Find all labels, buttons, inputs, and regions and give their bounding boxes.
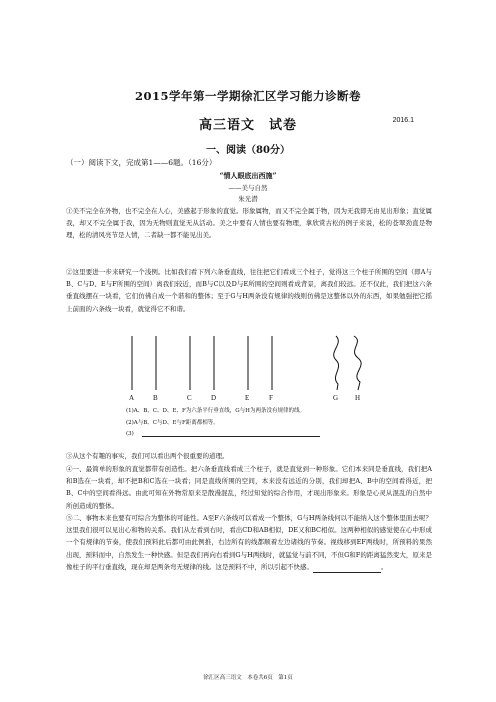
- paragraph-5: [66, 512, 432, 573]
- curve-h: [354, 336, 361, 390]
- figure-caption-3: [126, 430, 320, 437]
- paragraph-4: ④一、最简单的形象的直觉都带有创造性。把六条垂直线看成三个柱子，就是直觉到一种形象。它们本来同是垂直线，我们把A和B选在一块看，却不把B和C选在一块看；同是直线所围的空间，本来没有远近的分别，我们却把A、B中的空间看得近，把B、C中的空间看得远。由此可知在外物常原来是散漫混乱，经过知觉的综合作用，才现出形象来。形象是心灵从混乱的自然中所创造成的整体。: [66, 465, 432, 510]
- paragraph-3: ③从这个有趣的事实，我们可以看出两个很重要的道理。: [66, 452, 229, 460]
- essay-author: 朱光潜: [238, 195, 258, 203]
- vertical-lines-figure: [126, 334, 386, 404]
- label-g: G: [333, 394, 339, 402]
- exam-date: 2016.1: [392, 117, 414, 124]
- subsection-instruction: （一）阅读下文，完成第1——6题。（16分）: [66, 158, 217, 167]
- label-c: C: [187, 394, 192, 402]
- paragraph-5-end: 。: [381, 562, 388, 571]
- label-a: A: [129, 394, 135, 402]
- answer-blank: [313, 564, 381, 573]
- section-title: 一、阅读（80分）: [206, 145, 290, 156]
- label-d: D: [211, 394, 217, 402]
- essay-subtitle: ——美与自然: [228, 184, 268, 192]
- label-h: H: [355, 394, 361, 402]
- subtitle-row: [0, 114, 496, 133]
- curve-g: [334, 336, 339, 390]
- label-e: E: [245, 394, 250, 402]
- paragraph-5-text: ⑤二、事物本来也要有可综合为整体的可能性。A至F六条线可以看成一个整体，G与H两条线何以不能纳入这个整体里面去呢？这里我们很可以见出心和物的关系。我们从左看到右时，看出CD和AB相似，DE又和BC相似。这两种相似的感觉使在心中形成一个有规律的节奏，使我们预料此后都可由此例推，右边所有的线都顺着左边诸线的节奏。视线移到EF两线时，所预料的果然出现，预料而中，自然发生一种快感。但是我们再向右看到G与H两线时，就猛觉与前不同，不但G和F的距离猛然变大，原来是像柱子的平行垂直线，现在却是两条弯无规律的线。这是预料不中，所以引起不快感。: [66, 514, 432, 571]
- figure-caption-1: (1)A、B、C、D、E、F为六条平行垂直线，G与H为两条没有规律的线。: [126, 408, 305, 414]
- page-footer: 徐汇区高三语文 本卷共6页 第1页: [203, 675, 293, 681]
- label-f: F: [269, 394, 273, 402]
- exam-subtitle: 高三语文 试卷: [198, 118, 297, 133]
- essay-title: “情人眼底出西施”: [219, 171, 277, 180]
- label-b: B: [153, 394, 158, 402]
- figure-caption-2: (2)A与B、C与D、E与F距离都相等。: [126, 420, 219, 426]
- caption-3-label: (3): [126, 431, 134, 437]
- caption-3-blank: [142, 430, 320, 437]
- paragraph-1: ①美不完全在外物，也不完全在人心，美感起于形象的直觉。形象属物，而又不完全属于物，因为无我即无由见出形象；直觉属我，却又不完全属于我，因为无物则直觉无从活动。美之中要有人情也要有物理，拿欣赏古松的例子来说，松的苍翠劲直是物理，松的清风亮节是人情，二者缺一都不能见出美。: [66, 207, 432, 240]
- paragraph-2: ②这里要进一步来研究一个浅例。比如我们看下列六条垂直线，往往把它们看成三个柱子，觉得这三个柱子所围的空间（即A与B、C与D、E与F所围的空间）离我们较近，而B与C以及D与E所围的空间则看成背景，离我们较远。还不仅此，我们把这六条垂直线摆在一块看，它们仿佛自成一个谐和的整体；至于G与H两条没有规律的线则仿佛是这整体以外的东西，如果勉强把它摇上前面的六条线一块看，就觉得它不和谐。: [66, 268, 432, 313]
- exam-title: 2015学年第一学期徐汇区学习能力诊断卷: [134, 89, 361, 103]
